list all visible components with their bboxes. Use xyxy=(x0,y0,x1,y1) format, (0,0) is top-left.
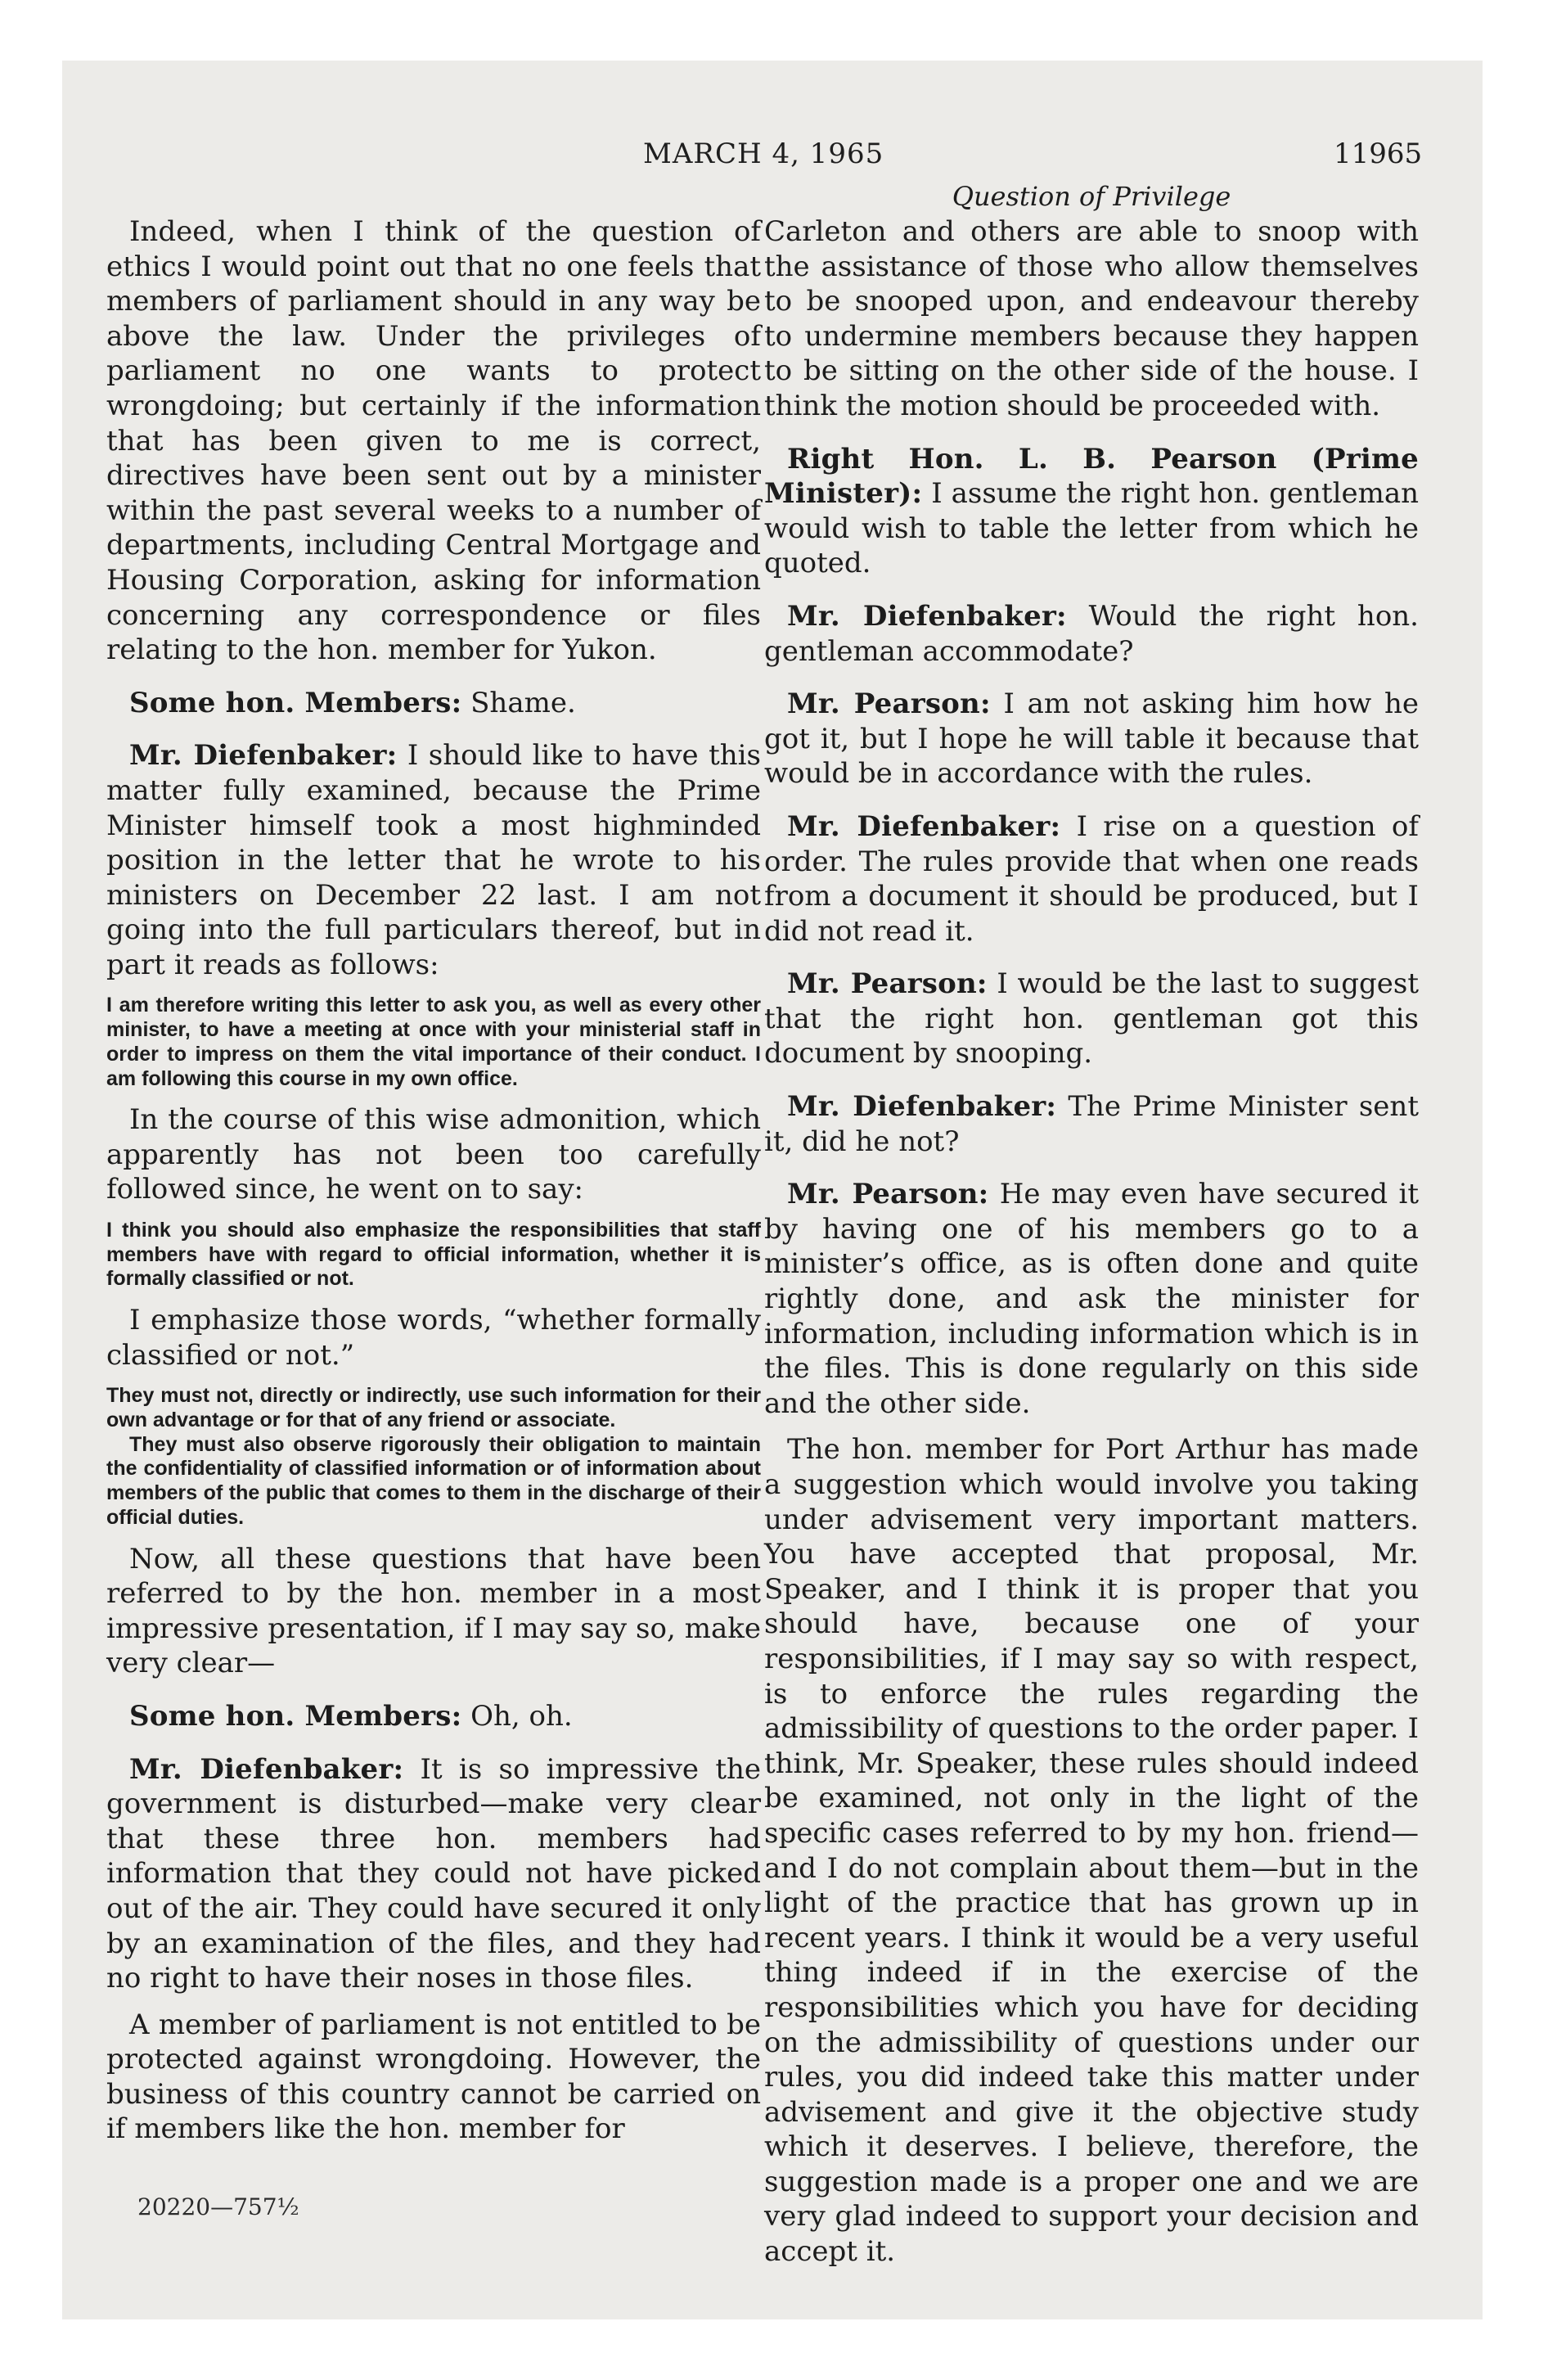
quote-text: I am therefore writing this letter to ask you, as well as every other minister, to have a meeting at once with your ministerial staff in order to impress on them the vital importance of their conduct. I am following this course in my own office. xyxy=(106,994,761,1090)
quoted-letter xyxy=(106,994,761,1091)
footer-code: 20220—757½ xyxy=(137,2193,299,2220)
speaker-name: Some hon. Members: xyxy=(129,686,462,719)
speech-text: Would the right hon. gentleman accommodate? xyxy=(764,599,1419,668)
paragraph: I emphasize those words, “whether formally classified or not.” xyxy=(106,1304,761,1372)
speaker-name: Right Hon. L. B. Pearson (Prime Minister): xyxy=(764,442,1419,511)
speech-text: He may even have secured it by having one of his members go to a minister’s office, as is often done and quite rightly done, and ask the minister for information, including information which is in the files. This is done regularly on this side and the other side. xyxy=(764,1178,1420,1420)
section-heading: Question of Privilege xyxy=(952,181,1231,212)
paragraph xyxy=(764,442,1419,581)
paragraph xyxy=(764,1089,1419,1159)
speaker-name: Mr. Diefenbaker: xyxy=(129,739,398,773)
paragraph: Indeed, when I think of the question of ethics I would point out that no one feels that members of parliament should in any way be above the law. Under the privileges of parliament no one wants to protect wrongdoing; but certainly if the information that has been given to me is correct, directives have been sent out by a minister within the past several weeks to a number of departments, including Central Mortgage and Housing Corporation, asking for information concerning any correspondence or files relating to the hon. member for Yukon. xyxy=(106,215,761,667)
speech-text: Oh, oh. xyxy=(470,1699,573,1733)
speaker-name: Mr. Pearson: xyxy=(787,967,988,1001)
quoted-letter xyxy=(106,1384,761,1530)
left-column xyxy=(106,214,761,2165)
speech-text: I would be the last to suggest that the right hon. gentleman got this document by snooping. xyxy=(764,967,1419,1071)
quote-text: They must also observe rigorously their obligation to maintain the confidentiality of classified information or of information about members of the public that comes to them in the discharge of their official duties. xyxy=(106,1432,761,1529)
paragraph xyxy=(106,738,761,982)
quoted-letter xyxy=(106,1219,761,1291)
paragraph xyxy=(106,1699,761,1734)
quote-text: I think you should also emphasize the responsibilities that staff members have with regard to official information, whether it is formally classified or not. xyxy=(106,1219,761,1291)
paragraph: A member of parliament is not entitled to be protected against wrongdoing. However, the business of this country cannot be carried on if members like the hon. member for xyxy=(106,2008,761,2146)
right-column xyxy=(764,180,1419,2288)
speaker-name: Mr. Pearson: xyxy=(787,687,991,721)
quote-text: They must not, directly or indirectly, use such information for their own advantage or for that of any friend or associate. xyxy=(106,1384,761,1432)
paragraph: Now, all these questions that have been referred to by the hon. member in a most impressive presentation, if I may say so, make very clear— xyxy=(106,1542,761,1680)
paragraph xyxy=(764,687,1419,791)
paragraph: The hon. member for Port Arthur has made a suggestion which would involve you taking under advisement very important matters. You have accepted that proposal, Mr. Speaker, and I think it is proper that you should have, because one of your responsibilities, if I may say so with respect, is to enforce the rules regarding the admissibility of questions to the order paper. I think, Mr. Speaker, these rules should indeed be examined, not only in the light of the specific cases referred to by my hon. friend—and I do not complain about them—but in the light of the practice that has grown up in recent years. I think it would be a very useful thing indeed if in the exercise of the responsibilities which you have for deciding on the admissibility of questions under our rules, you did indeed take this matter under advisement and give it the objective study which it deserves. I believe, therefore, the suggestion made is a proper one and we are very glad indeed to support your decision and accept it. xyxy=(764,1433,1419,2269)
paragraph: In the course of this wise admonition, which apparently has not been too carefully followed since, he went on to say: xyxy=(106,1103,761,1206)
speech-text: I should like to have this matter fully examined, because the Prime Minister himself took a most highminded position in the letter that he wrote to his ministers on December 22 last. I am not going into the full particulars thereof, but in part it reads as follows: xyxy=(106,739,761,981)
speech-text: Shame. xyxy=(470,686,576,719)
speech-text: I rise on a question of order. The rules provide that when one reads from a document it should be produced, but I did not read it. xyxy=(764,809,1419,948)
paragraph xyxy=(764,599,1419,669)
speaker-name: Some hon. Members: xyxy=(129,1699,462,1733)
page-number: 11965 xyxy=(1334,137,1423,170)
page-date: MARCH 4, 1965 xyxy=(643,137,884,170)
speaker-name: Mr. Diefenbaker: xyxy=(787,809,1061,843)
speaker-name: Mr. Pearson: xyxy=(787,1178,989,1211)
speech-text: The Prime Minister sent it, did he not? xyxy=(764,1090,1419,1158)
paragraph xyxy=(764,1177,1419,1421)
speaker-name: Mr. Diefenbaker: xyxy=(787,599,1067,633)
speaker-name: Mr. Diefenbaker: xyxy=(787,1090,1057,1124)
speaker-name: Mr. Diefenbaker: xyxy=(129,1752,404,1786)
paragraph xyxy=(106,1752,761,1996)
speech-text: I assume the right hon. gentleman would wish to table the letter from which he quoted. xyxy=(764,477,1419,580)
paragraph: Carleton and others are able to snoop with the assistance of those who allow themselves to be snooped upon, and endeavour thereby to undermine members because they happen to be sitting on the other side of the house. I think the motion should be proceeded with. xyxy=(764,215,1419,422)
paragraph xyxy=(106,686,761,721)
paragraph xyxy=(764,967,1419,1071)
paragraph xyxy=(764,809,1419,949)
speech-text: It is so impressive the government is disturbed—make very clear that these three hon. members had information that they could not have picked out of the air. They could have secured it only by an examination of the files, and they had no right to have their noses in those files. xyxy=(106,1752,761,1995)
speech-text: I am not asking him how he got it, but I hope he will table it because that would be in accordance with the rules. xyxy=(764,687,1419,791)
